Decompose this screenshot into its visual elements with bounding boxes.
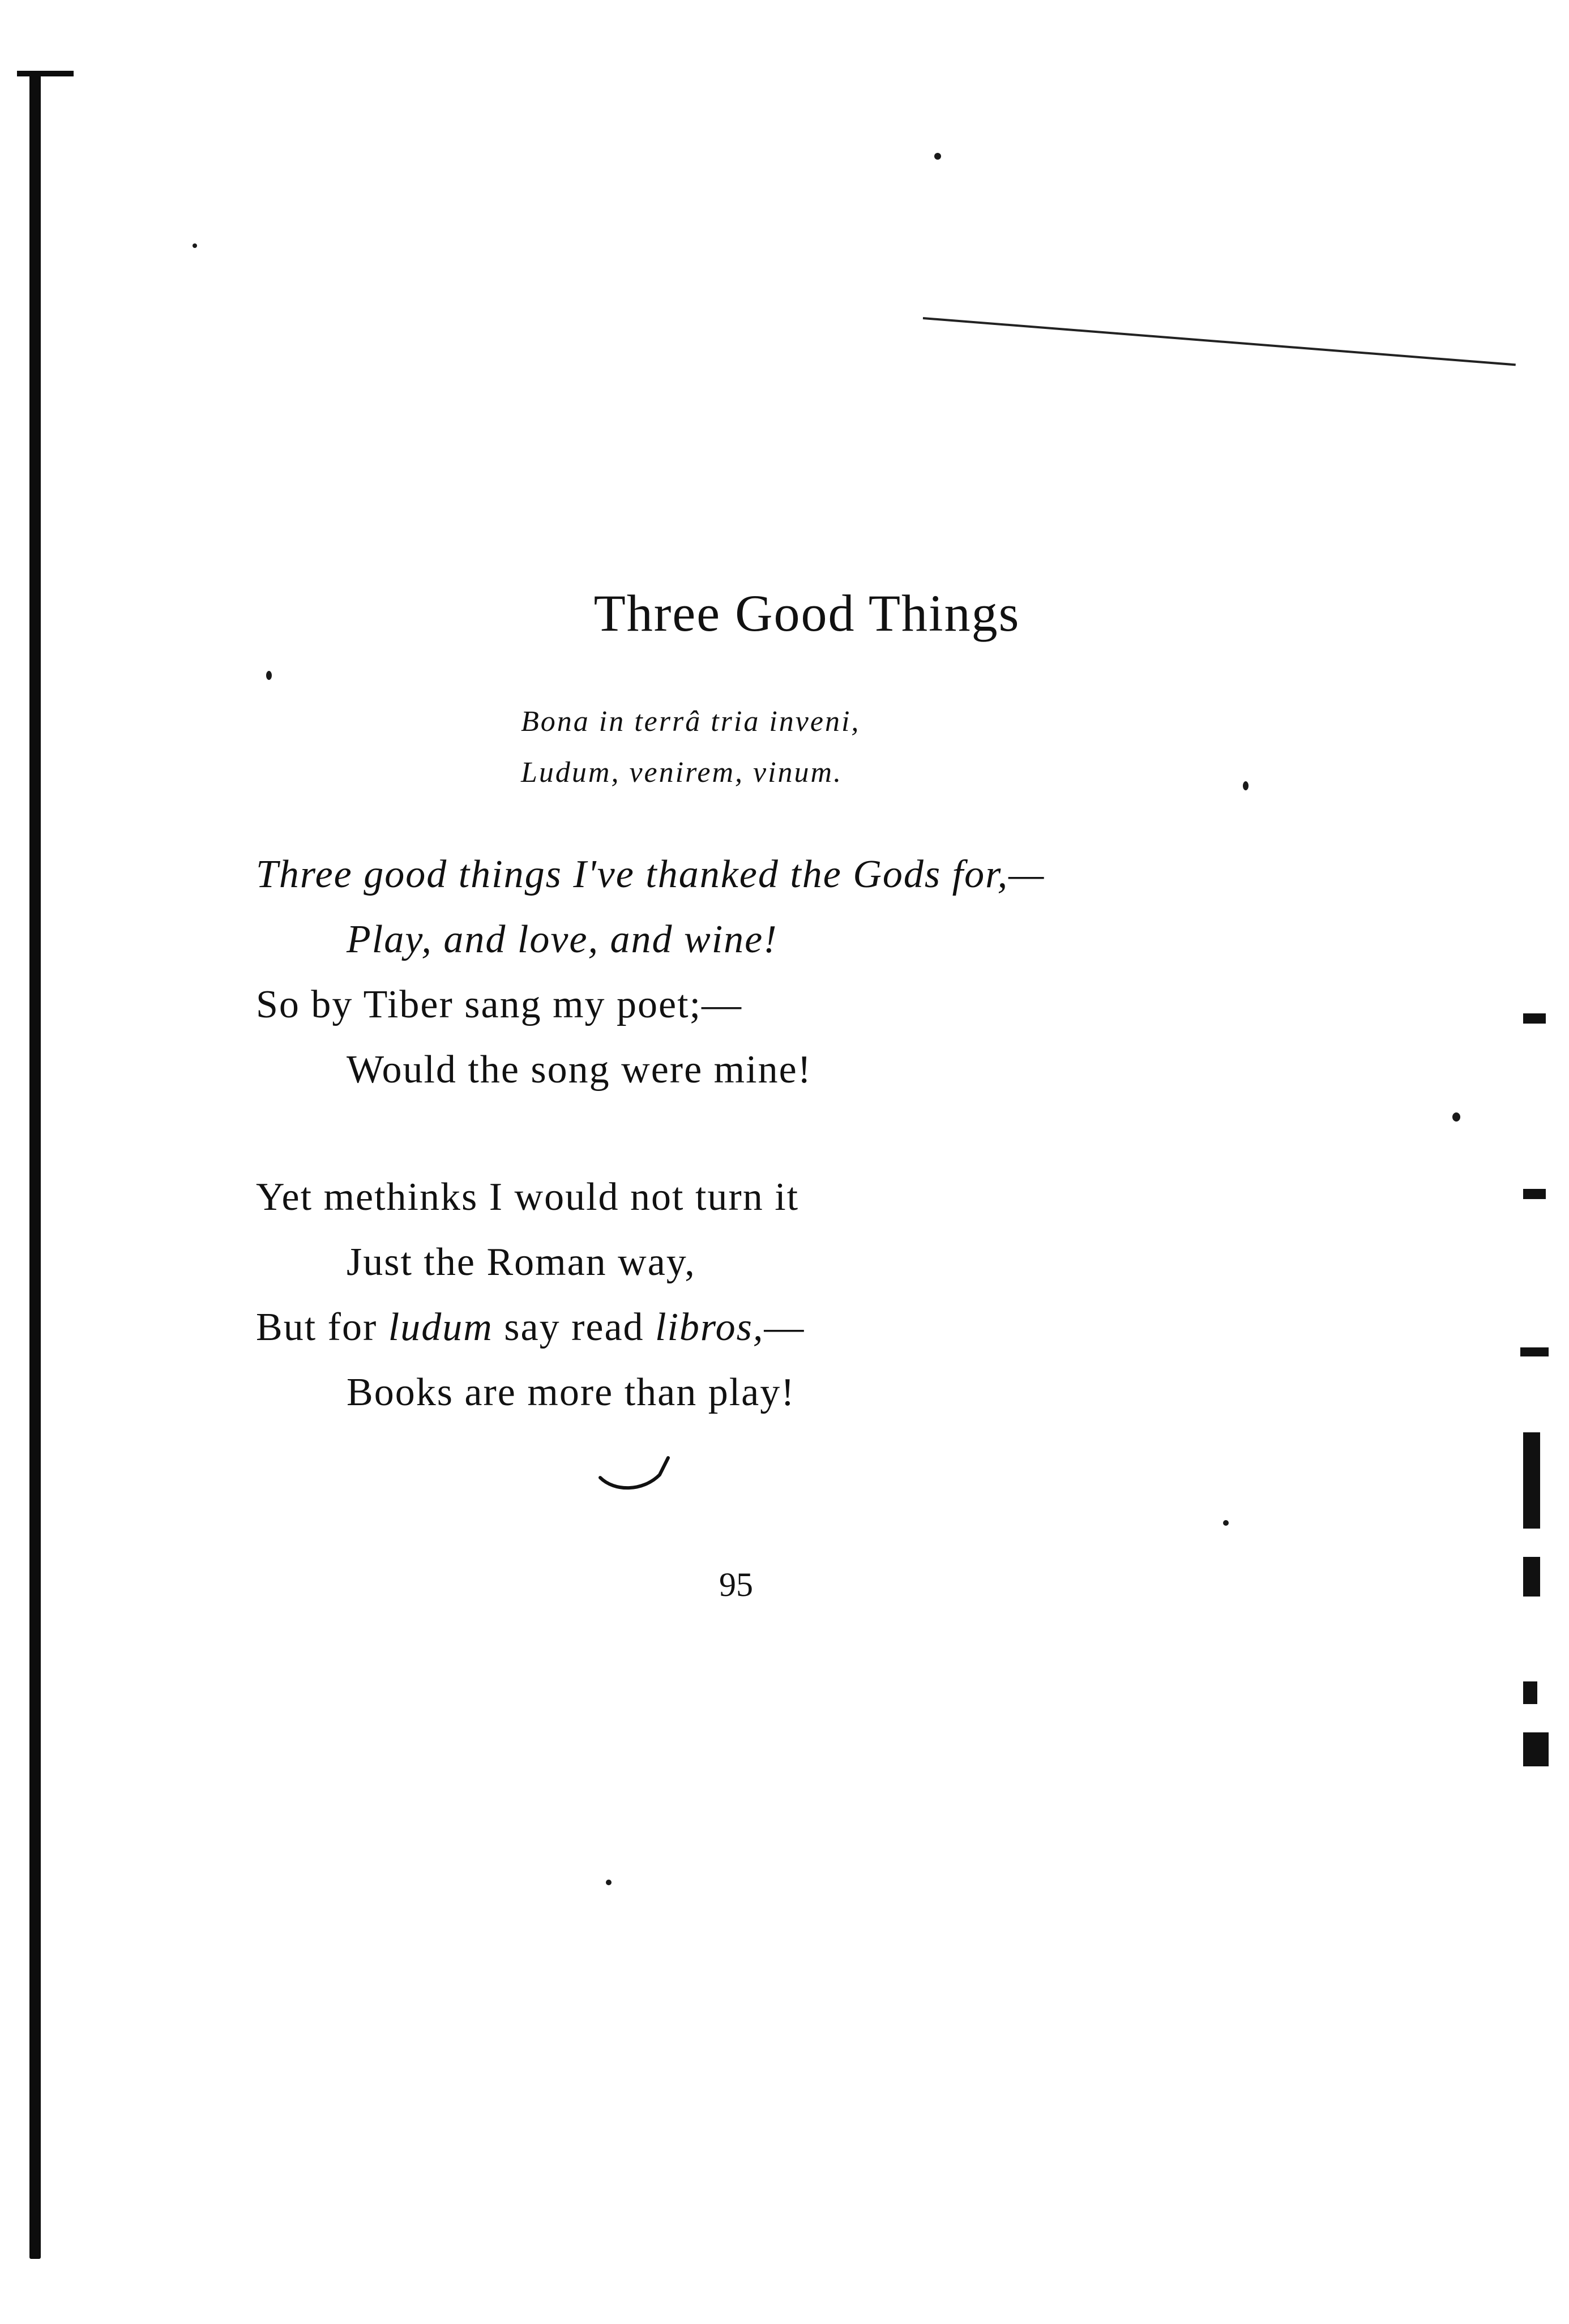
stanza-2-line-4: Books are more than play! <box>347 1371 796 1414</box>
dust-speck <box>606 1880 612 1885</box>
poem-title-text: Three Good Things <box>593 584 1020 642</box>
stanza-2-line-2: Just the Roman way, <box>347 1240 696 1284</box>
ornament-swash-icon <box>597 1452 677 1497</box>
edge-mark <box>1523 1189 1546 1199</box>
binding-edge-top <box>17 71 74 76</box>
binding-edge <box>29 74 41 2259</box>
stanza-1-line-4: Would the song were mine! <box>347 1048 812 1092</box>
edge-mark <box>1520 1347 1549 1356</box>
edge-mark <box>1523 1681 1537 1704</box>
dust-speck <box>1243 781 1249 790</box>
stanza-2-line-3-middle: say read <box>493 1306 656 1349</box>
dust-speck <box>1223 1520 1229 1526</box>
edge-mark <box>1523 1732 1549 1766</box>
dust-speck <box>266 671 272 680</box>
dust-speck <box>1452 1112 1460 1122</box>
stanza-2-line-3 <box>256 1305 805 1350</box>
edge-mark <box>1523 1557 1540 1597</box>
latin-word-libros: libros, <box>655 1306 764 1349</box>
stanza-2-line-3-suffix: — <box>764 1306 805 1349</box>
dust-speck <box>193 243 197 248</box>
edge-mark <box>1523 1432 1540 1529</box>
epigraph-line-2: Ludum, venirem, vinum. <box>521 756 843 789</box>
dust-speck <box>934 153 941 160</box>
stanza-2-line-3-prefix: But for <box>256 1306 388 1349</box>
stanza-1-line-3: So by Tiber sang my poet;— <box>256 983 743 1026</box>
page-number <box>0 1565 1472 1604</box>
stanza-1-line-2: Play, and love, and wine! <box>347 918 778 961</box>
stray-scan-line <box>923 317 1516 366</box>
edge-mark <box>1523 1013 1546 1024</box>
poem-title <box>0 583 1472 643</box>
latin-word-ludum: ludum <box>388 1306 493 1349</box>
stanza-1-line-1: Three good things I've thanked the Gods for,— <box>256 853 1045 896</box>
stanza-2-line-1: Yet methinks I would not turn it <box>256 1175 800 1219</box>
epigraph-line-1: Bona in terrâ tria inveni, <box>521 705 861 738</box>
page-number-text: 95 <box>719 1566 753 1603</box>
